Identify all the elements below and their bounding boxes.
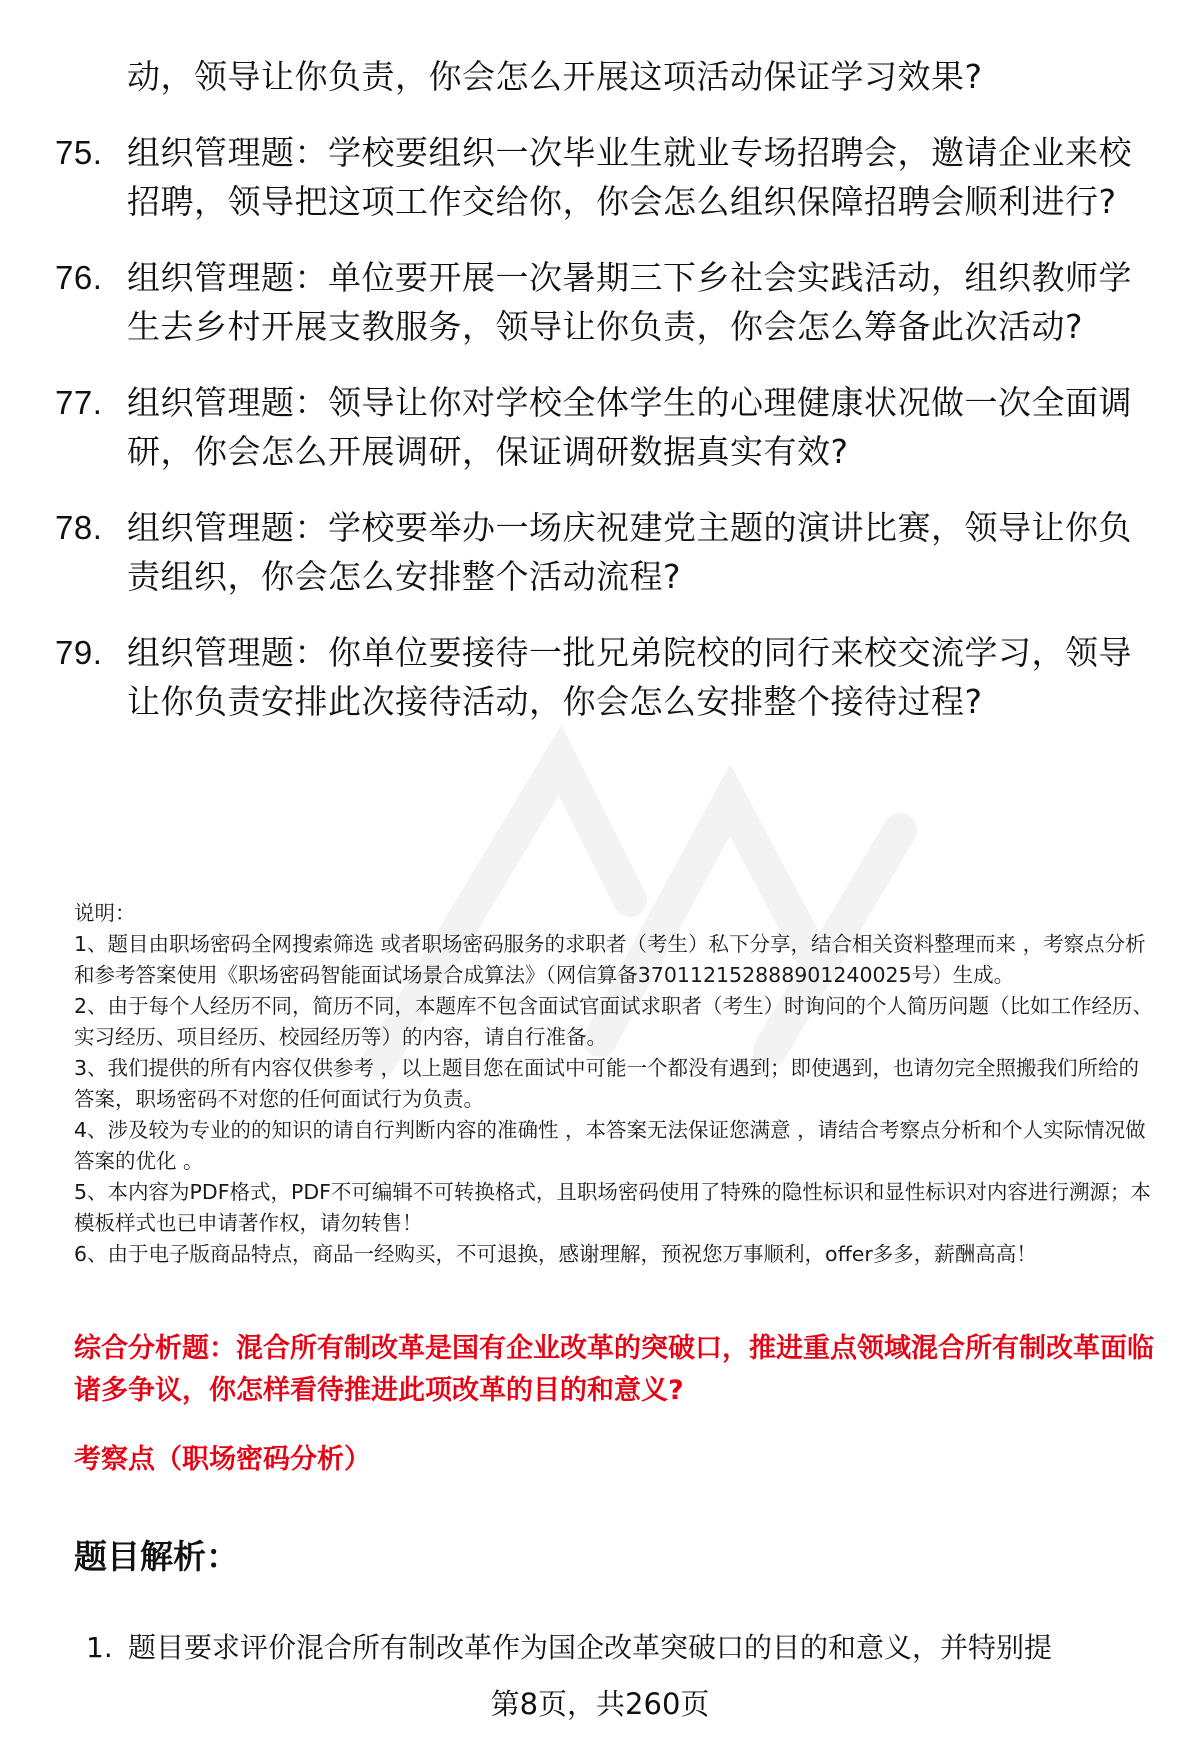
note-line: 5、本内容为PDF格式，PDF不可编辑不可转换格式，且职场密码使用了特殊的隐性标识和显性标识对内容进行溯源；本模板样式也已申请著作权，请勿转售！ [74, 1180, 1151, 1235]
question-item [55, 628, 1145, 726]
notes-section [74, 898, 1154, 1270]
question-number: 79. [55, 634, 103, 671]
question-number: 75. [55, 134, 103, 171]
question-number: 77. [55, 384, 103, 421]
note-line: 3、我们提供的所有内容仅供参考 ，以上题目您在面试中可能一个都没有遇到；即使遇到，也请勿完全照搬我们所给的答案，职场密码不对您的任何面试行为负责。 [74, 1056, 1140, 1111]
analysis-item [86, 1628, 1146, 1668]
question-item [55, 253, 1145, 351]
note-line: 1、题目由职场密码全网搜索筛选 或者职场密码服务的求职者（考生）私下分享，结合相关资料整理而来 ，考察点分析和参考答案使用《职场密码智能面试场景合成算法》（网信算备370112152888901240025号）生成。 [74, 932, 1146, 987]
analysis-item-number: 1. [86, 1631, 113, 1664]
question-text: 组织管理题：学校要组织一次毕业生就业专场招聘会，邀请企业来校招聘，领导把这项工作交给你，你会怎么组织保障招聘会顺利进行? [127, 133, 1132, 221]
question-item [55, 503, 1145, 601]
section-subtitle: 考察点（职场密码分析） [74, 1444, 371, 1475]
page-footer: 第8页，共260页 [490, 1687, 710, 1721]
question-text: 组织管理题：领导让你对学校全体学生的心理健康状况做一次全面调研，你会怎么开展调研，保证调研数据真实有效? [127, 383, 1132, 471]
question-text: 组织管理题：单位要开展一次暑期三下乡社会实践活动，组织教师学生去乡村开展支教服务，领导让你负责，你会怎么筹备此次活动? [127, 258, 1132, 346]
note-line: 6、由于电子版商品特点，商品一经购买，不可退换，感谢理解，预祝您万事顺利，offer多多，薪酬高高！ [74, 1242, 1037, 1266]
question-text: 组织管理题：学校要举办一场庆祝建党主题的演讲比赛，领导让你负责组织，你会怎么安排整个活动流程? [127, 508, 1132, 596]
section-question-title: 综合分析题：混合所有制改革是国有企业改革的突破口，推进重点领域混合所有制改革面临诸多争议，你怎样看待推进此项改革的目的和意义? [74, 1333, 1154, 1406]
question-number: 76. [55, 259, 103, 296]
question-list [55, 52, 1145, 726]
note-line: 4、涉及较为专业的的知识的请自行判断内容的准确性 ，本答案无法保证您满意 ，请结合考察点分析和个人实际情况做答案的优化 。 [74, 1118, 1146, 1173]
question-item [55, 378, 1145, 476]
question-item [55, 128, 1145, 226]
analysis-heading: 题目解析： [74, 1537, 239, 1576]
analysis-item-text: 题目要求评价混合所有制改革作为国企改革突破口的目的和意义，并特别提 [128, 1631, 1053, 1664]
notes-heading: 说明： [74, 901, 136, 925]
note-line: 2、由于每个人经历不同，简历不同，本题库不包含面试官面试求职者（考生）时询问的个人简历问题（比如工作经历、实习经历、项目经历、校园经历等）的内容，请自行准备。 [74, 994, 1154, 1049]
question-continuation: 动，领导让你负责，你会怎么开展这项活动保证学习效果? [127, 57, 983, 96]
question-number: 78. [55, 509, 103, 546]
question-text: 组织管理题：你单位要接待一批兄弟院校的同行来校交流学习，领导让你负责安排此次接待活动，你会怎么安排整个接待过程? [127, 633, 1132, 721]
